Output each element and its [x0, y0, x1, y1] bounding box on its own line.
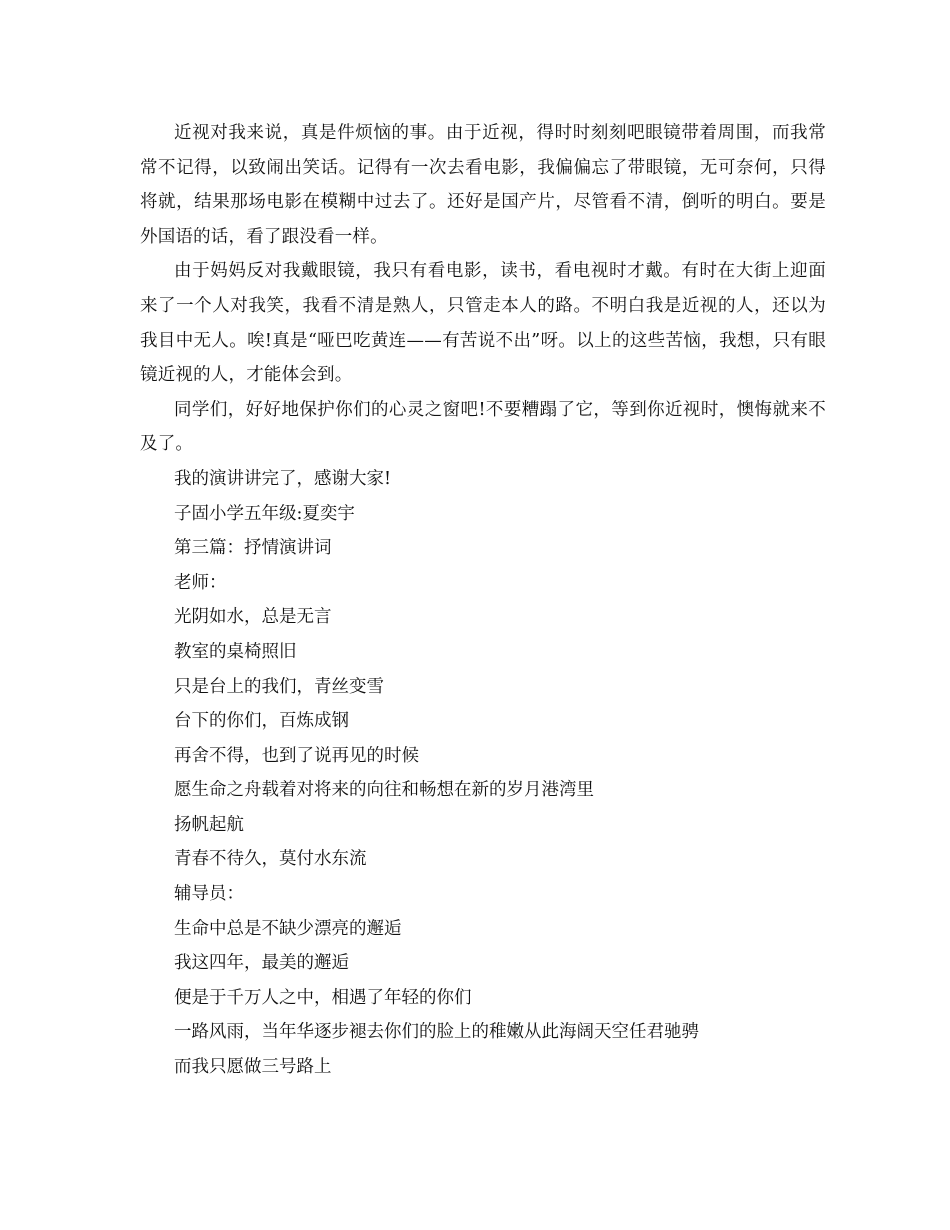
- text-line: 愿生命之舟载着对将来的向往和畅想在新的岁月港湾里: [174, 780, 594, 801]
- text-line: 台下的你们，百炼成钢: [174, 711, 349, 732]
- text-line: 而我只愿做三号路上: [174, 1057, 332, 1078]
- text-line: 再舍不得，也到了说再见的时候: [174, 745, 419, 766]
- section-heading: 第三篇：抒情演讲词: [174, 538, 332, 559]
- text-line: 便是于千万人之中，相遇了年轻的你们: [174, 987, 472, 1008]
- text-line: 光阴如水，总是无言: [174, 607, 332, 628]
- text-line: 扬帆起航: [174, 814, 244, 835]
- document-body: [140, 116, 826, 1085]
- paragraph-myopia-trouble: 近视对我来说，真是件烦恼的事。由于近视，得时时刻刻吧眼镜带着周围，而我常常不记得，以致闹出笑话。记得有一次去看电影，我偏偏忘了带眼镜，无可奈何，只得将就，结果那场电影在模糊中过去了。还好是国产片，尽管看不清，倒听的明白。要是外国语的话，看了跟没看一样。: [140, 123, 826, 247]
- text-line: 一路风雨，当年华逐步褪去你们的脸上的稚嫩从此海阔天空任君驰骋: [174, 1022, 699, 1043]
- paragraph-protect-eyes: 同学们，好好地保护你们的心灵之窗吧!不要糟蹋了它，等到你近视时，懊悔就来不及了。: [140, 399, 826, 455]
- text-line: 青春不待久，莫付水东流: [174, 849, 367, 870]
- text-line: 教室的桌椅照旧: [174, 641, 297, 662]
- paragraph-wearing-glasses: 由于妈妈反对我戴眼镜，我只有看电影，读书，看电视时才戴。有时在大街上迎面来了一个人对我笑，我看不清是熟人，只管走本人的路。不明白我是近视的人，还以为我目中无人。唉!真是“哑巴吃黄连——有苦说不出”呀。以上的这些苦恼，我想，只有眼镜近视的人，才能体会到。: [140, 261, 826, 386]
- text-line: 生命中总是不缺少漂亮的邂逅: [174, 918, 402, 939]
- speaker-label: 老师：: [174, 572, 227, 593]
- text-line: 我的演讲讲完了，感谢大家!: [174, 468, 392, 489]
- text-line: 只是台上的我们，青丝变雪: [174, 676, 384, 697]
- text-line: 我这四年，最美的邂逅: [174, 953, 349, 974]
- speaker-label: 辅导员：: [174, 884, 244, 905]
- text-line: 子固小学五年级:夏奕宇: [174, 503, 355, 524]
